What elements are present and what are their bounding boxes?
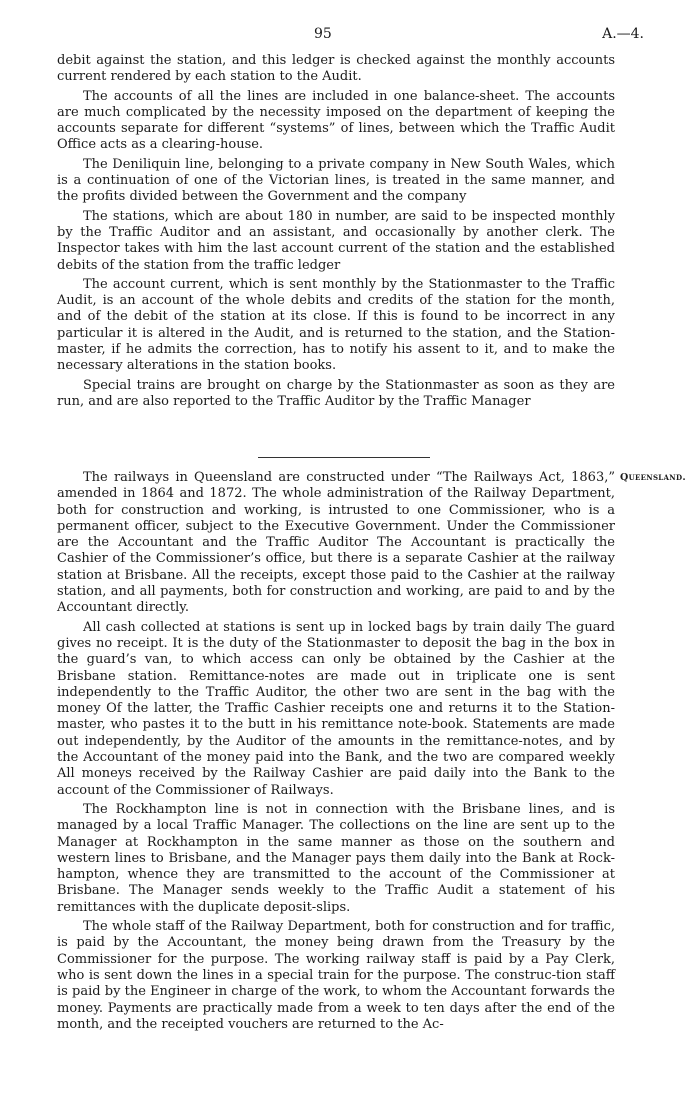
paragraph: The accounts of all the lines are included in one balance-sheet. The accounts are much complicated by the necessity imposed on the department of keeping the accounts separate for different “systems” of lines, between which the Traffic Audit Office acts as a clearing-house. (57, 88, 615, 153)
paragraph: All cash collected at stations is sent up in locked bags by train daily The guard gives no receipt. It is the duty of the Stationmaster to deposit the bag in the box in the guard’s van, to which access can only be obtained by the Cashier at the Brisbane station. Remittance-notes are made out in triplicate one is sent independently to the Traffic Auditor, the other two are sent in the bag with the money Of the latter, the Traffic Cashier receipts one and returns it to the Station-master, who pastes it to the butt in his remittance note-book. Statements are made out independently, by the Auditor of the amounts in the remittance-notes, and by the Accountant of the money paid into the Bank, and the two are compared weekly All moneys received by the Railway Cashier are paid daily into the Bank to the account of the Commissioner of Railways. (57, 619, 615, 798)
section-victoria-text (57, 53, 615, 413)
paragraph: The railways in Queensland are constructed under “The Railways Act, 1863,” amended in 1864 and 1872. The whole administration of the Railway Department, both for construction and working, is intrusted to one Commissioner, who is a permanent officer, subject to the Executive Government. Under the Commissioner are the Accountant and the Traffic Auditor The Accountant is practically the Cashier of the Commissioner’s office, but there is a separate Cashier at the railway station at Brisbane. All the receipts, except those paid to the Cashier at the railway station, and all payments, both for construction and working, are paid to and by the Accountant directly. (57, 470, 615, 616)
section-queensland-text (57, 470, 615, 1036)
section-divider (258, 457, 430, 458)
document-signature: A.—4. (602, 26, 644, 42)
page-header (0, 26, 700, 46)
paragraph: The Deniliquin line, belonging to a private company in New South Wales, which is a continuation of one of the Victorian lines, is treated in the same manner, and the profits divided between the Government and the company (57, 156, 615, 205)
paragraph: The stations, which are about 180 in number, are said to be inspected monthly by the Traffic Auditor and an assistant, and occasionally by another clerk. The Inspector takes with him the last account current of the station and the established debits of the station from the traffic ledger (57, 208, 615, 273)
margin-note-queensland: Queensland. (620, 472, 686, 483)
paragraph: The whole staff of the Railway Department, both for construction and for traffic, is paid by the Accountant, the money being drawn from the Treasury by the Commissioner for the purpose. The working railway staff is paid by a Pay Clerk, who is sent down the lines in a special train for the purpose. The construc-tion staff is paid by the Engineer in charge of the work, to whom the Accountant forwards the money. Payments are practically made from a week to ten days after the end of the month, and the receipted vouchers are returned to the Ac- (57, 919, 615, 1032)
paragraph: Special trains are brought on charge by the Stationmaster as soon as they are run, and are also reported to the Traffic Auditor by the Traffic Manager (57, 377, 615, 409)
page-number: 95 (314, 26, 332, 42)
paragraph: debit against the station, and this ledger is checked against the monthly accounts current rendered by each station to the Audit. (57, 53, 615, 85)
paragraph: The Rockhampton line is not in connection with the Brisbane lines, and is managed by a local Traffic Manager. The collections on the line are sent up to the Manager at Rockhampton in the same manner as those on the southern and western lines to Brisbane, and the Manager pays them daily into the Bank at Rock-hampton, whence they are transmitted to the account of the Commissioner at Brisbane. The Manager sends weekly to the Traffic Audit a statement of his remittances with the duplicate deposit-slips. (57, 801, 615, 915)
paragraph: The account current, which is sent monthly by the Stationmaster to the Traffic Audit, is an account of the whole debits and credits of the station for the month, and of the debit of the station at its close. If this is found to be incorrect in any particular it is altered in the Audit, and is returned to the station, and the Station-master, if he admits the correction, has to notify his assent to it, and to make the necessary alterations in the station books. (57, 276, 615, 374)
